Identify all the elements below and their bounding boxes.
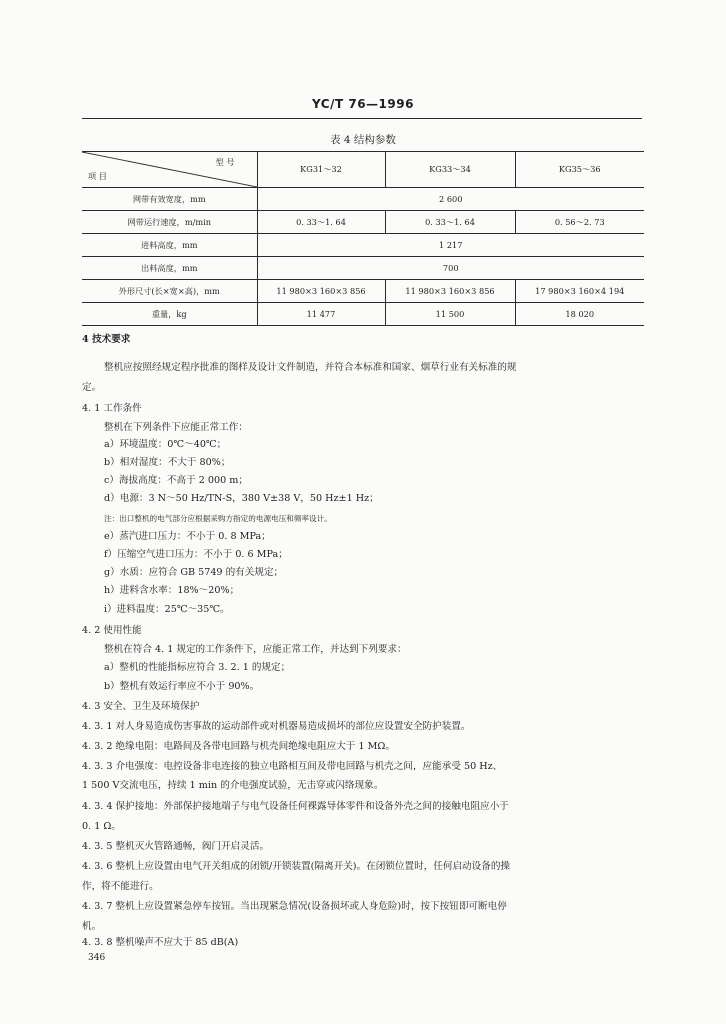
clause-4-3-5: 4. 3. 5 整机灭火管路通畅，阀门开启灵活。: [82, 841, 270, 852]
list-item: b）相对湿度：不大于 80%；: [104, 457, 231, 468]
section-4-2-intro: 整机在符合 4. 1 规定的工作条件下，应能正常工作，并达到下列要求：: [104, 644, 407, 655]
row-value: 1 217: [257, 234, 644, 257]
row-label: 网带运行速度，m/min: [82, 211, 257, 234]
clause-4-3-6-cont: 作，将不能进行。: [82, 881, 159, 892]
list-item: a）整机的性能指标应符合 3. 2. 1 的规定；: [104, 662, 291, 673]
row-label: 出料高度，mm: [82, 257, 257, 280]
section-4-1-heading: 4. 1 工作条件: [82, 403, 142, 414]
header-code: YC/T 76—1996: [312, 97, 414, 111]
row-value: 0. 33～1. 64: [385, 211, 515, 234]
clause-4-3-3: 4. 3. 3 介电强度：电控设备非电连接的独立电路相互间及带电回路与机壳之间，应能承受 50 Hz、: [82, 761, 503, 772]
model-header: KG35～36: [515, 152, 644, 188]
section-4-1-intro: 整机在下列条件下应能正常工作：: [104, 422, 248, 433]
table-header-row: [82, 152, 644, 188]
clause-4-3-4-cont: 0. 1 Ω。: [82, 821, 121, 832]
section-4-paragraph-end: 定。: [82, 382, 102, 393]
section-4-3-heading: 4. 3 安全、卫生及环境保护: [82, 701, 200, 712]
row-label: 进料高度，mm: [82, 234, 257, 257]
clause-4-3-1: 4. 3. 1 对人身易造成伤害事故的运动部件或对机器易造成损坏的部位应设置安全防护装置。: [82, 721, 471, 732]
table-row: [82, 257, 644, 280]
list-item: d）电源：3 N～50 Hz/TN-S，380 V±38 V，50 Hz±1 Hz；: [104, 493, 379, 504]
clause-4-3-4: 4. 3. 4 保护接地：外部保护接地端子与电气设备任何裸露导体零件和设备外壳之间的接触电阻应小于: [82, 801, 509, 812]
row-label: 重量，kg: [82, 303, 257, 326]
clause-4-3-2: 4. 3. 2 绝缘电阻：电路间及各带电回路与机壳间绝缘电阻应大于 1 MΩ。: [82, 741, 395, 752]
list-item: a）环境温度：0℃～40℃；: [104, 439, 227, 450]
row-value: 2 600: [257, 188, 644, 211]
list-item: h）进料含水率：18%～20%；: [104, 585, 240, 596]
row-value: 18 020: [515, 303, 644, 326]
section-4-paragraph: 整机应按照经规定程序批准的图样及设计文件制造，并符合本标准和国家、烟草行业有关标准的规: [104, 362, 517, 373]
model-header: KG33～34: [385, 152, 515, 188]
row-label: 外形尺寸(长×宽×高)，mm: [82, 280, 257, 303]
header-rule: [82, 118, 642, 119]
table-caption: 表 4 结构参数: [330, 134, 396, 146]
row-value: 11 500: [385, 303, 515, 326]
row-value: 11 477: [257, 303, 385, 326]
clause-4-3-3-cont: 1 500 V交流电压，持续 1 min 的介电强度试验，无击穿或闪络现象。: [82, 780, 384, 791]
table-row: [82, 188, 644, 211]
list-item: i）进料温度：25℃～35℃。: [104, 604, 230, 615]
table-row: [82, 234, 644, 257]
page-number: 346: [88, 953, 106, 963]
section-4-heading: 4 技术要求: [82, 334, 131, 345]
clause-4-3-7: 4. 3. 7 整机上应设置紧急停车按钮。当出现紧急情况(设备损坏或人身危险)时，按下按钮即可断电停: [82, 901, 507, 912]
row-value: 11 980×3 160×3 856: [385, 280, 515, 303]
row-value: 17 980×3 160×4 194: [515, 280, 644, 303]
corner-model-label: 型 号: [215, 157, 235, 167]
note: 注：出口整机的电气部分应根据采购方指定的电源电压和频率设计。: [104, 514, 332, 523]
list-item: g）水质：应符合 GB 5749 的有关规定；: [104, 567, 284, 578]
clause-4-3-7-cont: 机。: [82, 921, 102, 932]
table-row: [82, 211, 644, 234]
row-value: 0. 56～2. 73: [515, 211, 644, 234]
table-row: [82, 280, 644, 303]
clause-4-3-6: 4. 3. 6 整机上应设置由电气开关组成的闭锁/开锁装置(隔离开关)。在闭锁位置时，任何启动设备的操: [82, 861, 511, 872]
clause-4-3-8: 4. 3. 8 整机噪声不应大于 85 dB(A): [82, 937, 239, 948]
row-label: 网带有效宽度，mm: [82, 188, 257, 211]
model-header: KG31～32: [257, 152, 385, 188]
row-value: 0. 33～1. 64: [257, 211, 385, 234]
list-item: e）蒸汽进口压力：不小于 0. 8 MPa；: [104, 531, 271, 542]
corner-item-label: 项 目: [88, 171, 107, 181]
row-value: 11 980×3 160×3 856: [257, 280, 385, 303]
section-4-2-heading: 4. 2 使用性能: [82, 625, 142, 636]
list-item: b）整机有效运行率应不小于 90%。: [104, 681, 260, 692]
table-row: [82, 303, 644, 326]
structure-parameters-table: [82, 151, 644, 326]
table-corner-cell: [82, 152, 257, 188]
list-item: f）压缩空气进口压力：不小于 0. 6 MPa；: [104, 549, 288, 560]
list-item: c）海拔高度：不高于 2 000 m；: [104, 475, 248, 486]
row-value: 700: [257, 257, 644, 280]
